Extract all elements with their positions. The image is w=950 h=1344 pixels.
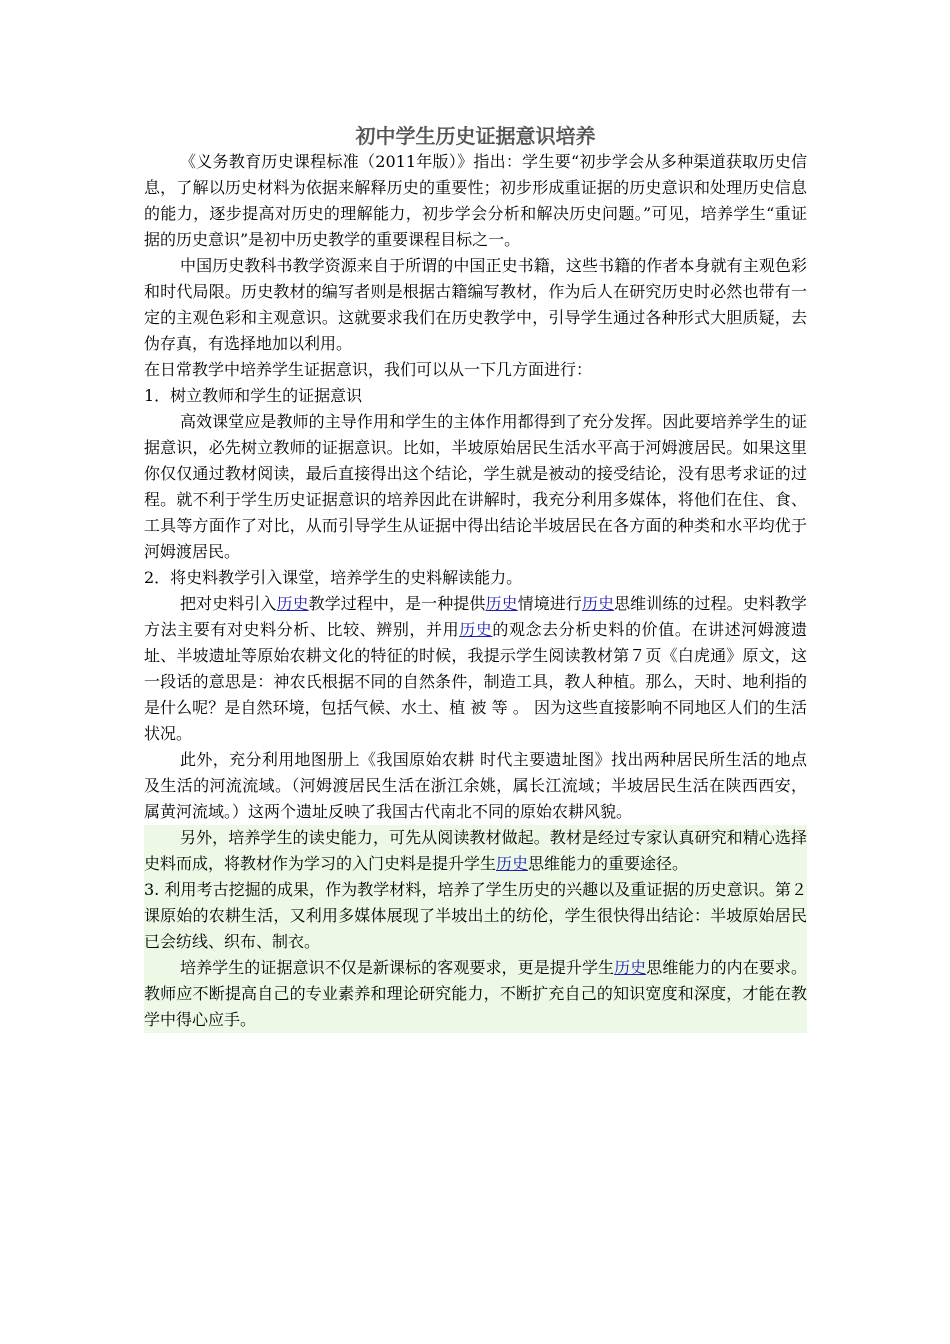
text-segment: 思维训练的过程。史料教学方法主要有对史料分析、比较、辨别，并用: [144, 594, 807, 639]
text-segment: 的观念去分析史料的价值。在讲述河姆渡遗址、半坡遗址等原始农耕文化的特征的时候，我提示学生阅读教材第７页《白虎通》原文，这一段话的意思是：神农氏根据不同的自然条件，制造工具，教人种植。那么，天时、地利指的是什么呢？是自然环境，包括气候、水土、植 被 等 。 因为这些直接影响不同地区人们的生活状况。: [144, 620, 807, 743]
paragraph-textbook-sources: 中国历史教科书教学资源来自于所谓的中国正史书籍，这些书籍的作者本身就有主观色彩和时代局限。历史教材的编写者则是根据古籍编写教材，作为后人在研究历史时必然也带有一定的主观色彩和主观意识。这就要求我们在历史教学中，引导学生通过各种形式大胆质疑，去伪存真，有选择地加以利用。: [144, 256, 807, 353]
paragraph-map-usage: 此外，充分利用地图册上《我国原始农耕 时代主要遗址图》找出两种居民所生活的地点及生活的河流流域。（河姆渡居民生活在浙江余姚，属长江流域；半坡居民生活在陕西西安，属黄河流域。）这两个遗址反映了我国古代南北不同的原始农耕风貌。: [144, 750, 807, 821]
history-link[interactable]: 历史: [459, 620, 493, 639]
section-heading-2: 2．将史料教学引入课堂，培养学生的史料解读能力。: [144, 568, 523, 587]
history-link[interactable]: 历史: [581, 594, 615, 613]
section-heading-1: 1．树立教师和学生的证据意识: [144, 386, 363, 405]
paragraph-historical-materials: [144, 591, 807, 747]
history-link[interactable]: 历史: [496, 854, 529, 873]
text-segment: 情境进行: [517, 594, 582, 613]
history-link[interactable]: 历史: [485, 594, 518, 613]
paragraph-curriculum-standard: 《义务教育历史课程标准（2011年版）》指出：学生要“初步学会从多种渠道获取历史信息，了解以历史材料为依据来解释历史的重要性；初步形成重证据的历史意识和处理历史信息的能力，逐步提高对历史的理解能力，初步学会分析和解决历史问题。”可见，培养学生“重证据的历史意识”是初中历史教学的重要课程目标之一。: [144, 152, 807, 249]
text-segment: 思维能力的内在要求。教师应不断提高自己的专业素养和理论研究能力，不断扩充自己的知识宽度和深度，才能在教学中得心应手。: [144, 958, 807, 1029]
document-body: [144, 121, 807, 1033]
history-link[interactable]: 历史: [614, 958, 647, 977]
text-segment: 思维能力的重要途径。: [528, 854, 689, 873]
text-segment: 教学过程中，是一种提供: [308, 594, 486, 613]
paragraph-reading-ability: [144, 825, 807, 877]
text-segment: 另外，培养学生的读史能力，可先从阅读教材做起。教材是经过专家认真研究和精心选择史料而成，将教材作为学习的入门史料是提升学生: [144, 828, 807, 873]
text-segment: 把对史料引入: [180, 594, 277, 613]
text-segment: 培养学生的证据意识不仅是新课标的客观要求，更是提升学生: [180, 958, 615, 977]
paragraph-methods-intro: 在日常教学中培养学生证据意识，我们可以从一下几方面进行：: [144, 360, 593, 379]
document-title: 初中学生历史证据意识培养: [355, 124, 596, 148]
paragraph-archaeology: 3. 利用考古挖掘的成果，作为教学材料，培养了学生历史的兴趣以及重证据的历史意识。第２课原始的农耕生活，又利用多媒体展现了半坡出土的纺伦，学生很快得出结论：半坡原始居民已会纺线、织布、制衣。: [144, 877, 807, 955]
paragraph-conclusion: [144, 955, 807, 1033]
paragraph-teacher-evidence: 高效课堂应是教师的主导作用和学生的主体作用都得到了充分发挥。因此要培养学生的证据意识，必先树立教师的证据意识。比如，半坡原始居民生活水平高于河姆渡居民。如果这里你仅仅通过教材阅读，最后直接得出这个结论，学生就是被动的接受结论，没有思考求证的过程。就不利于学生历史证据意识的培养因此在讲解时，我充分利用多媒体，将他们在住、食、工具等方面作了对比，从而引导学生从证据中得出结论半坡居民在各方面的种类和水平均优于河姆渡居民。: [144, 412, 807, 561]
history-link[interactable]: 历史: [276, 594, 309, 613]
